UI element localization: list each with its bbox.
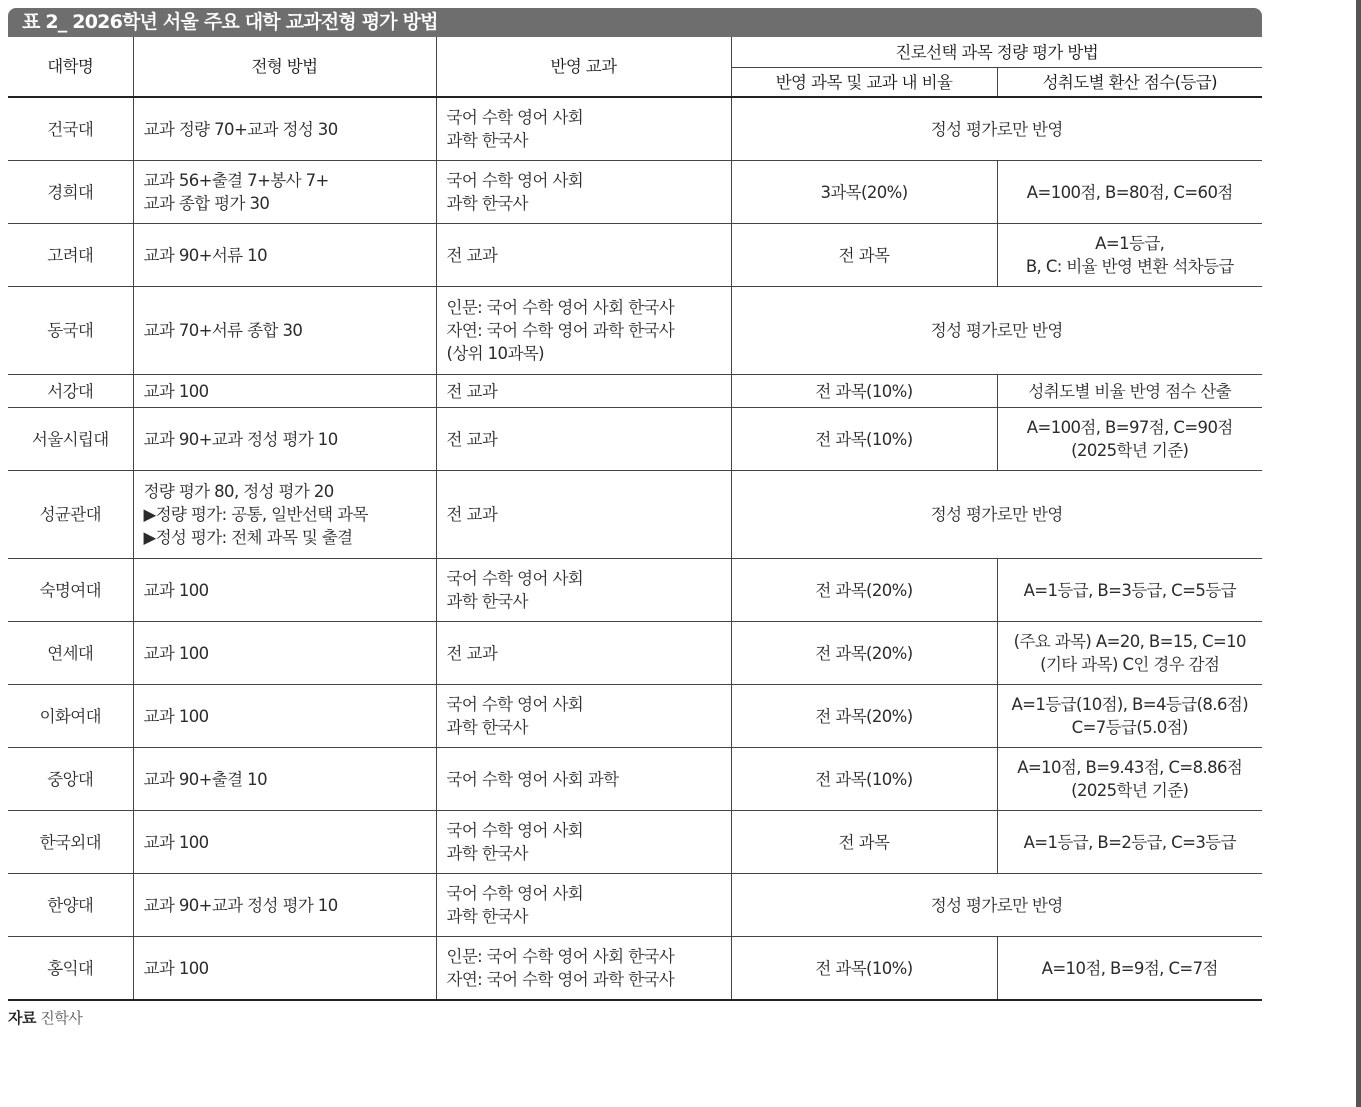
subjects-line: 과학 한국사: [446, 131, 528, 150]
score-line: A=1등급(10점), B=4등급(8.6점): [1011, 695, 1249, 714]
table-row: [8, 622, 1262, 685]
university-cell: 건국대: [8, 97, 133, 161]
method-line: 정량 평가 80, 정성 평가 20: [143, 482, 334, 501]
method-line: 교과 100: [143, 580, 209, 600]
table-row: [8, 874, 1262, 937]
subjects-cell: [436, 408, 731, 471]
subjects-line: 전 교과: [446, 245, 498, 265]
ratio-cell: 전 과목(10%): [731, 748, 997, 811]
table-title: 표 2_ 2026학년 서울 주요 대학 교과전형 평가 방법: [8, 8, 1262, 37]
method-line: 교과 종합 평가 30: [143, 194, 270, 213]
table-row: [8, 559, 1262, 622]
table-row: [8, 97, 1262, 161]
ratio-cell: 전 과목(20%): [731, 559, 997, 622]
subjects-line: 국어 수학 영어 사회: [446, 884, 584, 903]
university-cell: 서울시립대: [8, 408, 133, 471]
subjects-line: 과학 한국사: [446, 844, 528, 863]
score-line: C=7등급(5.0점): [1071, 718, 1188, 737]
method-cell: [133, 408, 436, 471]
university-cell: 연세대: [8, 622, 133, 685]
ratio-cell: 전 과목: [731, 224, 997, 287]
qualitative-only-cell: 정성 평가로만 반영: [731, 874, 1262, 937]
score-line: (주요 과목) A=20, B=15, C=10: [1013, 632, 1246, 651]
method-line: 교과 90+서류 10: [143, 245, 267, 265]
subjects-cell: [436, 375, 731, 408]
header-method: 전형 방법: [133, 37, 436, 97]
table-row: [8, 471, 1262, 559]
qualitative-only-cell: 정성 평가로만 반영: [731, 471, 1262, 559]
method-line: 교과 100: [143, 381, 209, 401]
score-cell: [997, 559, 1262, 622]
table-row: [8, 224, 1262, 287]
subjects-cell: [436, 287, 731, 375]
score-line: A=100점, B=97점, C=90점: [1026, 418, 1233, 437]
method-cell: [133, 224, 436, 287]
score-cell: [997, 408, 1262, 471]
method-cell: [133, 97, 436, 161]
subjects-line: 국어 수학 영어 사회 과학: [446, 769, 619, 789]
qualitative-only-cell: 정성 평가로만 반영: [731, 97, 1262, 161]
university-cell: 성균관대: [8, 471, 133, 559]
subjects-cell: [436, 559, 731, 622]
subjects-line: 국어 수학 영어 사회: [446, 569, 584, 588]
subjects-cell: [436, 97, 731, 161]
subjects-cell: [436, 161, 731, 224]
method-line: 교과 90+교과 정성 평가 10: [143, 895, 338, 915]
header-row-1: [8, 37, 1262, 68]
score-line: B, C: 비율 반영 변환 석차등급: [1025, 257, 1234, 276]
score-line: 성취도별 비율 반영 점수 산출: [1028, 381, 1232, 401]
method-line: ▶정성 평가: 전체 과목 및 출결: [143, 528, 353, 547]
university-cell: 이화여대: [8, 685, 133, 748]
method-cell: [133, 622, 436, 685]
score-line: (기타 과목) C인 경우 감점: [1040, 655, 1220, 674]
method-line: 교과 90+교과 정성 평가 10: [143, 429, 338, 449]
subjects-line: 국어 수학 영어 사회: [446, 821, 584, 840]
method-line: 교과 90+출결 10: [143, 769, 267, 789]
subjects-line: (상위 10과목): [446, 344, 544, 363]
subjects-cell: [436, 874, 731, 937]
score-cell: [997, 622, 1262, 685]
ratio-cell: 전 과목(10%): [731, 408, 997, 471]
university-cell: 숙명여대: [8, 559, 133, 622]
university-cell: 경희대: [8, 161, 133, 224]
table-row: [8, 937, 1262, 1001]
source-text: 진학사: [40, 1009, 83, 1027]
score-line: (2025학년 기준): [1071, 441, 1189, 460]
method-cell: [133, 685, 436, 748]
university-cell: 동국대: [8, 287, 133, 375]
score-line: A=100점, B=80점, C=60점: [1026, 182, 1233, 202]
subjects-cell: [436, 224, 731, 287]
source-note: [8, 1007, 82, 1028]
header-career-elective-group: 진로선택 과목 정량 평가 방법: [731, 37, 1262, 68]
table-row: [8, 161, 1262, 224]
subjects-line: 국어 수학 영어 사회: [446, 171, 584, 190]
method-line: 교과 70+서류 종합 30: [143, 321, 303, 340]
score-line: A=10점, B=9.43점, C=8.86점: [1017, 758, 1243, 777]
ratio-cell: 전 과목(20%): [731, 622, 997, 685]
table-row: [8, 287, 1262, 375]
subjects-cell: [436, 622, 731, 685]
method-cell: [133, 161, 436, 224]
score-cell: [997, 748, 1262, 811]
table-row: [8, 408, 1262, 471]
subjects-line: 전 교과: [446, 505, 498, 524]
score-cell: [997, 375, 1262, 408]
method-line: 교과 100: [143, 706, 209, 726]
subjects-line: 전 교과: [446, 381, 498, 401]
subjects-cell: [436, 471, 731, 559]
subjects-cell: [436, 685, 731, 748]
subjects-line: 자연: 국어 수학 영어 과학 한국사: [446, 321, 675, 340]
ratio-cell: 전 과목(10%): [731, 937, 997, 1001]
subjects-line: 국어 수학 영어 사회: [446, 108, 584, 127]
method-cell: [133, 287, 436, 375]
header-ratio: 반영 과목 및 교과 내 비율: [731, 68, 997, 98]
method-cell: [133, 937, 436, 1001]
method-line: 교과 100: [143, 643, 209, 663]
method-line: 교과 100: [143, 958, 209, 978]
method-line: 교과 정량 70+교과 정성 30: [143, 119, 338, 139]
subjects-line: 과학 한국사: [446, 592, 528, 611]
method-cell: [133, 748, 436, 811]
subjects-line: 인문: 국어 수학 영어 사회 한국사: [446, 298, 675, 317]
subjects-line: 인문: 국어 수학 영어 사회 한국사: [446, 947, 675, 966]
university-cell: 한국외대: [8, 811, 133, 874]
table-row: [8, 685, 1262, 748]
subjects-line: 자연: 국어 수학 영어 과학 한국사: [446, 970, 675, 989]
table-body: [8, 97, 1262, 1000]
method-cell: [133, 471, 436, 559]
source-label: 자료: [8, 1009, 36, 1027]
header-score: 성취도별 환산 점수(등급): [997, 68, 1262, 98]
method-line: 교과 100: [143, 832, 209, 852]
right-edge-strip: [1356, 0, 1361, 1107]
qualitative-only-cell: 정성 평가로만 반영: [731, 287, 1262, 375]
score-cell: [997, 937, 1262, 1001]
subjects-cell: [436, 937, 731, 1001]
subjects-line: 전 교과: [446, 429, 498, 449]
table-row: [8, 748, 1262, 811]
score-line: (2025학년 기준): [1071, 781, 1189, 800]
score-line: A=1등급,: [1095, 234, 1165, 253]
score-line: A=1등급, B=2등급, C=3등급: [1023, 832, 1236, 852]
header-subjects: 반영 교과: [436, 37, 731, 97]
method-cell: [133, 811, 436, 874]
university-cell: 서강대: [8, 375, 133, 408]
university-cell: 홍익대: [8, 937, 133, 1001]
ratio-cell: 3과목(20%): [731, 161, 997, 224]
subjects-cell: [436, 748, 731, 811]
subjects-line: 국어 수학 영어 사회: [446, 695, 584, 714]
university-cell: 고려대: [8, 224, 133, 287]
method-line: ▶정량 평가: 공통, 일반선택 과목: [143, 505, 368, 524]
method-cell: [133, 874, 436, 937]
subjects-line: 과학 한국사: [446, 907, 528, 926]
subjects-cell: [436, 811, 731, 874]
table-row: [8, 811, 1262, 874]
score-cell: [997, 811, 1262, 874]
university-cell: 한양대: [8, 874, 133, 937]
method-cell: [133, 375, 436, 408]
university-cell: 중앙대: [8, 748, 133, 811]
ratio-cell: 전 과목(20%): [731, 685, 997, 748]
table-row: [8, 375, 1262, 408]
subjects-line: 전 교과: [446, 643, 498, 663]
method-line: 교과 56+출결 7+봉사 7+: [143, 171, 329, 190]
ratio-cell: 전 과목(10%): [731, 375, 997, 408]
ratio-cell: 전 과목: [731, 811, 997, 874]
score-cell: [997, 161, 1262, 224]
score-cell: [997, 224, 1262, 287]
evaluation-table: [8, 37, 1262, 1001]
score-cell: [997, 685, 1262, 748]
header-university: 대학명: [8, 37, 133, 97]
score-line: A=1등급, B=3등급, C=5등급: [1023, 580, 1236, 600]
subjects-line: 과학 한국사: [446, 718, 528, 737]
method-cell: [133, 559, 436, 622]
score-line: A=10점, B=9점, C=7점: [1041, 958, 1218, 978]
subjects-line: 과학 한국사: [446, 194, 528, 213]
